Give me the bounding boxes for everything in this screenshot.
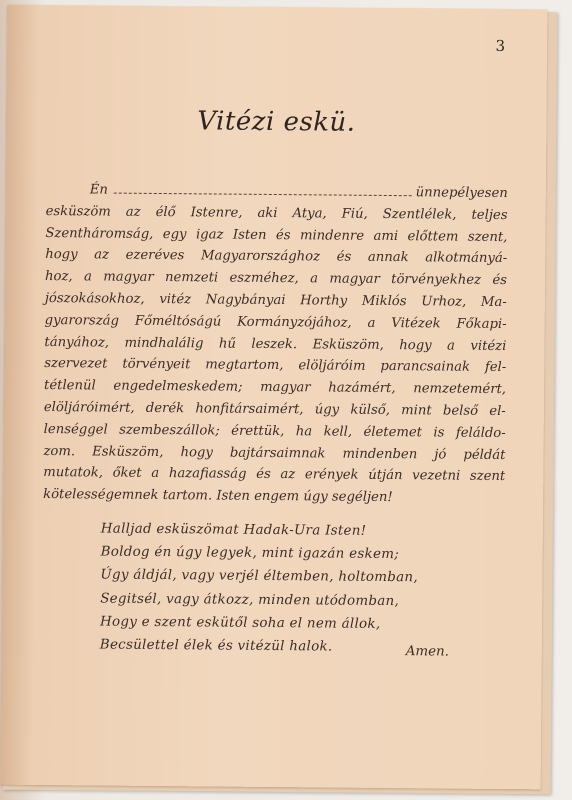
amen-closing: Amen. xyxy=(405,644,450,660)
oath-first-line-end: ünnepélyesen xyxy=(415,185,508,202)
oath-word: magyar xyxy=(329,271,380,288)
oath-word: tányához, xyxy=(44,334,110,351)
oath-word: Fiú, xyxy=(341,206,368,222)
oath-word: a xyxy=(447,338,456,354)
oath-word: és xyxy=(336,249,352,266)
oath-word: gyarország xyxy=(44,312,120,329)
page-title: Vitézi eskü. xyxy=(197,106,356,138)
oath-word: feláldo- xyxy=(455,425,506,441)
oath-word: életemet xyxy=(363,424,423,441)
oath-word: Főkapi- xyxy=(456,316,507,332)
prayer-line: Hogy e szent eskütől soha el nem állok, xyxy=(99,614,381,632)
oath-word: igaz xyxy=(195,226,224,243)
prayer-line: Segitsél, vagy átkozz, minden utódomban, xyxy=(100,591,400,609)
oath-word: Miklós xyxy=(361,293,407,310)
oath-word: Ma- xyxy=(480,294,507,311)
oath-word: belső xyxy=(442,403,479,419)
oath-word: Istenre, xyxy=(190,205,243,221)
oath-word: mindenre xyxy=(299,227,365,244)
oath-word: ami xyxy=(373,228,399,244)
oath-word: mint xyxy=(401,403,432,419)
oath-lines xyxy=(43,201,507,488)
oath-word: aki xyxy=(257,205,278,221)
oath-word: hogy xyxy=(399,337,432,353)
oath-word: szent xyxy=(469,469,506,485)
oath-text xyxy=(43,179,508,510)
oath-word: bajtársaimnak xyxy=(229,445,326,462)
page-number: 3 xyxy=(495,36,506,56)
oath-word: törvényeit xyxy=(122,357,191,373)
oath-word: Magyarországhoz xyxy=(200,248,321,265)
oath-word: megtartom, xyxy=(205,357,284,374)
oath-line xyxy=(44,397,506,423)
oath-word: egy xyxy=(162,226,187,242)
oath-word: előttem xyxy=(407,228,459,245)
oath-word: Főméltóságú xyxy=(134,313,222,330)
oath-word: példát xyxy=(463,447,506,463)
oath-word: vitéz xyxy=(159,291,192,308)
oath-word: magyar xyxy=(260,380,311,396)
oath-word: szent, xyxy=(467,229,508,245)
oath-word: az xyxy=(94,247,110,263)
oath-word: Szentháromság, xyxy=(45,225,154,242)
oath-word: eszméhez, xyxy=(229,270,299,287)
oath-word: őket xyxy=(112,465,142,482)
oath-first-word: Én xyxy=(89,182,108,198)
prayer-verse xyxy=(100,517,461,659)
prayer-line: Boldog én úgy legyek, mint igazán eskem; xyxy=(100,544,400,563)
oath-word: és xyxy=(256,467,271,483)
oath-word: parancsainak xyxy=(380,359,471,376)
oath-word: Atya, xyxy=(292,205,327,222)
name-blank-line xyxy=(114,193,412,197)
oath-word: honfitársaimért, xyxy=(195,401,304,418)
oath-word: mindenben xyxy=(342,446,418,462)
oath-word: kell, xyxy=(323,424,353,440)
oath-word: Isten xyxy=(232,227,267,243)
oath-word: is xyxy=(433,425,445,441)
oath-word: az xyxy=(280,467,296,483)
oath-word: Szentlélek, xyxy=(382,206,457,223)
oath-word: alkotmányá- xyxy=(425,250,508,267)
oath-word: vitézi xyxy=(470,338,507,354)
oath-word: derék xyxy=(145,400,185,417)
oath-word: érettük, xyxy=(231,423,285,439)
oath-word: ezeréves xyxy=(125,248,185,264)
oath-word: Vitézek xyxy=(391,315,441,332)
oath-word: úgy xyxy=(314,402,340,418)
oath-word: hogy xyxy=(180,444,213,461)
oath-word: a xyxy=(83,269,92,285)
oath-word: útján xyxy=(368,468,403,484)
oath-word: tétlenül xyxy=(44,378,96,394)
oath-word: hazámért, xyxy=(328,380,396,397)
oath-word: a xyxy=(151,466,160,482)
oath-word: nemzeti xyxy=(164,270,219,286)
prayer-line: Halljad esküszömat Hadak-Ura Isten! xyxy=(100,521,367,539)
oath-word: és xyxy=(275,227,291,243)
oath-word: Esküszöm, xyxy=(92,443,164,460)
oath-word: lenséggel xyxy=(43,421,108,438)
oath-word: zom. xyxy=(43,443,76,459)
oath-word: mindhalálig xyxy=(124,335,204,351)
oath-word: esküszöm xyxy=(45,203,111,220)
oath-last-line xyxy=(43,484,505,510)
oath-word: hogy xyxy=(45,247,78,263)
oath-word: Nagybányai xyxy=(205,292,286,309)
oath-line xyxy=(45,223,507,249)
oath-word: jószokásokhoz, xyxy=(44,290,145,307)
booklet-page xyxy=(1,5,548,790)
oath-word: vezetni xyxy=(412,468,461,484)
oath-word: a xyxy=(310,271,319,287)
oath-word: külső, xyxy=(350,402,391,418)
oath-word: szembeszállok; xyxy=(119,422,220,439)
oath-word: az xyxy=(125,204,141,220)
oath-word: ha xyxy=(295,423,313,440)
oath-word: Urhoz, xyxy=(421,294,467,310)
oath-word: elöljáróimért, xyxy=(43,399,135,416)
oath-word: erények xyxy=(304,467,359,484)
oath-line xyxy=(45,310,507,336)
oath-word: Kormányzójához, xyxy=(237,314,352,331)
prayer-line: Úgy áldjál, vagy verjél éltemben, holtomban, xyxy=(100,567,418,586)
oath-word: el- xyxy=(489,403,506,419)
oath-word: törvényekhez xyxy=(391,272,482,288)
oath-word: hű xyxy=(218,336,236,352)
oath-word: magyar xyxy=(103,269,154,286)
oath-word: élő xyxy=(155,204,176,220)
oath-word: jó xyxy=(434,446,447,463)
prayer-line: Becsülettel élek és vitézül halok. xyxy=(99,637,333,655)
oath-word: annak xyxy=(367,250,409,266)
oath-word: a xyxy=(367,315,376,331)
oath-word: hazafiasság xyxy=(168,466,247,483)
oath-last-line-text: kötelességemnek tartom. Isten engem úgy segéljen! xyxy=(43,487,393,506)
oath-word: és xyxy=(492,273,508,289)
oath-word: teljes xyxy=(471,207,508,223)
oath-word: nemzetemért, xyxy=(413,381,507,398)
oath-word: elöljáróim xyxy=(298,358,366,375)
oath-word: hoz, xyxy=(44,269,73,285)
oath-word: szervezet xyxy=(44,356,108,372)
oath-word: mutatok, xyxy=(43,465,103,481)
oath-word: fel- xyxy=(484,360,507,376)
oath-word: engedelmeskedem; xyxy=(113,378,243,395)
oath-word: leszek. xyxy=(251,336,298,352)
oath-word: Esküszöm, xyxy=(312,336,384,353)
oath-word: Horthy xyxy=(300,293,348,309)
